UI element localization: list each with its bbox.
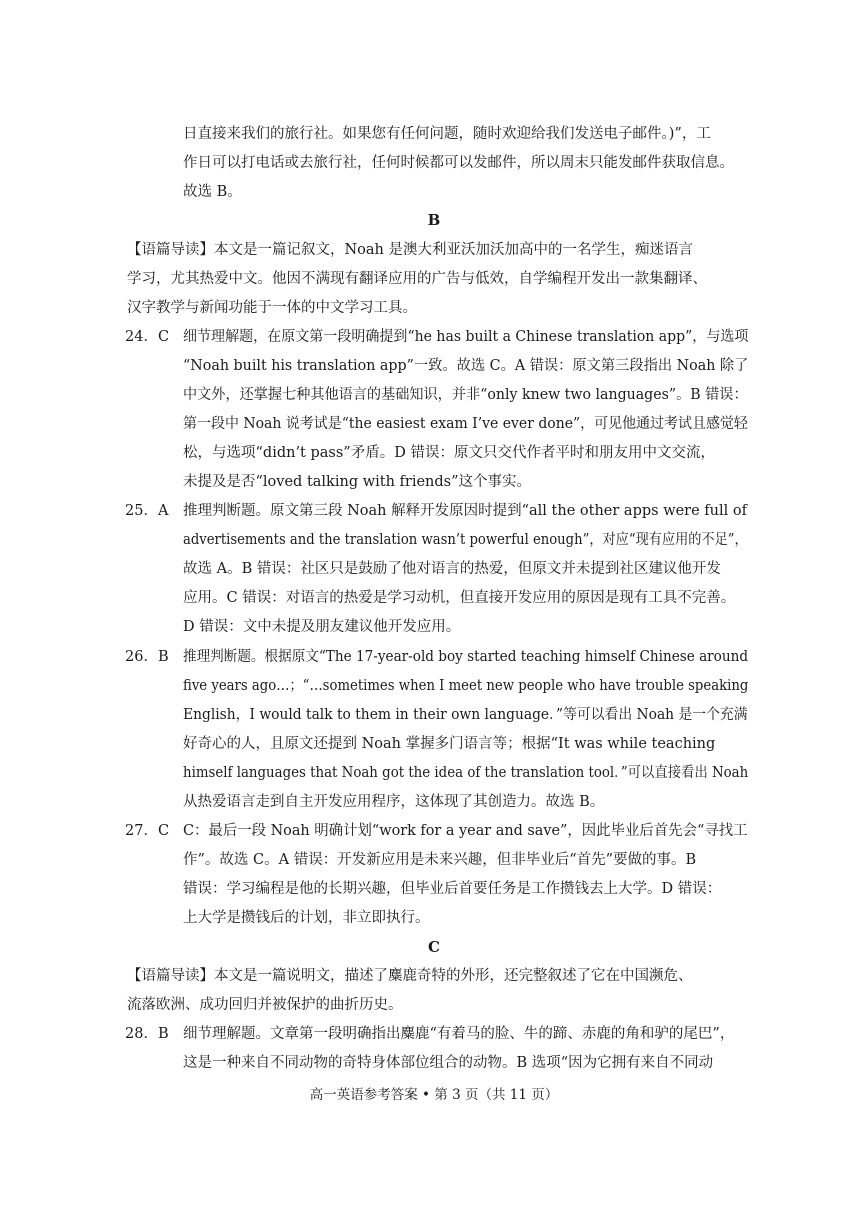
answer-label: 28．B (125, 1026, 169, 1042)
paragraph-line: 作日可以打电话或去旅行社，任何时候都可以发邮件，所以周末只能发邮件获取信息。 (183, 155, 734, 171)
answer-label: 25．A (125, 503, 169, 519)
answer-line: 应用。C 错误：对语言的热爱是学习动机，但直接开发应用的原因是现有工具不完善。 (183, 590, 736, 606)
answer-label: 27．C (125, 823, 170, 839)
answer-line: 中文外，还掌握七种其他语言的基础知识，并非“only knew two languages”。B 错误： (183, 387, 748, 403)
answer-line: 好奇心的人，且原文还提到 Noah 掌握多门语言等；根据“It was while teaching (183, 736, 716, 752)
answer-line: 未提及是否“loved talking with friends”这个事实。 (183, 474, 532, 490)
guide-line: 【语篇导读】本文是一篇记叙文，Noah 是澳大利亚沃加沃加高中的一名学生，痴迷语言 (127, 242, 694, 258)
answer-line: 推理判断题。原文第三段 Noah 解释开发原因时提到“all the other apps were full of (183, 503, 747, 519)
answer-line: C：最后一段 Noah 明确计划“work for a year and save”，因此毕业后首先会“寻找工 (183, 823, 748, 839)
answer-label: 26．B (125, 649, 169, 665)
answer-line: 故选 A。B 错误：社区只是鼓励了他对语言的热爱，但原文并未提到社区建议他开发 (183, 561, 721, 577)
guide-line: 汉字教学与新闻功能于一体的中文学习工具。 (127, 300, 417, 316)
answer-line: “Noah built his translation app”一致。故选 C。A 错误：原文第三段指出 Noah 除了 (183, 358, 749, 374)
answer-line: 推理判断题。根据原文“The 17-year-old boy started teaching himself Chinese around (183, 649, 749, 665)
section-heading-b: B (427, 211, 441, 229)
section-heading-c: C (428, 938, 440, 956)
paragraph-line: 故选 B。 (183, 184, 242, 200)
answer-label: 24．C (125, 329, 170, 345)
answer-line: D 错误：文中未提及朋友建议他开发应用。 (183, 619, 461, 635)
answer-line: 这是一种来自不同动物的奇特身体部位组合的动物。B 选项“因为它拥有来自不同动 (183, 1055, 714, 1071)
answer-line: advertisements and the translation wasn’t powerful enough”，对应“现有应用的不足”， (183, 532, 748, 548)
answer-line: 错误：学习编程是他的长期兴趣，但毕业后首要任务是工作攒钱去上大学。D 错误： (183, 881, 722, 897)
guide-line: 学习，尤其热爱中文。他因不满现有翻译应用的广告与低效，自学编程开发出一款集翻译、 (127, 271, 707, 287)
answer-line: 细节理解题。文章第一段明确指出麋鹿“有着马的脸、牛的蹄、赤鹿的角和驴的尾巴”， (183, 1026, 735, 1042)
guide-line: 【语篇导读】本文是一篇说明文，描述了麋鹿奇特的外形，还完整叙述了它在中国濒危、 (127, 968, 693, 984)
page-footer: 高一英语参考答案 • 第 3 页（共 11 页） (309, 1087, 559, 1103)
paragraph-line: 日直接来我们的旅行社。如果您有任何问题，随时欢迎给我们发送电子邮件。)”，工 (183, 126, 711, 142)
answer-line: 从热爱语言走到自主开发应用程序，这体现了其创造力。故选 B。 (183, 794, 605, 810)
answer-line: 上大学是攒钱后的计划，非立即执行。 (183, 910, 430, 926)
answer-line: English，I would talk to them in their own language．”等可以看出 Noah 是一个充满 (183, 707, 748, 723)
answer-line: himself languages that Noah got the idea of the translation tool．”可以直接看出 Noah (183, 765, 749, 781)
answer-line: 第一段中 Noah 说考试是“the easiest exam I’ve ever done”，可见他通过考试且感觉轻 (183, 416, 748, 432)
answer-line: 松，与选项“didn’t pass”矛盾。D 错误：原文只交代作者平时和朋友用中文交流， (183, 445, 715, 461)
answer-line: 细节理解题，在原文第一段明确提到“he has built a Chinese translation app”，与选项 (183, 329, 749, 345)
guide-line: 流落欧洲、成功回归并被保护的曲折历史。 (127, 997, 403, 1013)
answer-line: 作”。故选 C。A 错误：开发新应用是未来兴趣，但非毕业后“首先”要做的事。B (183, 852, 697, 868)
answer-line: five years ago…；“…sometimes when I meet new people who have trouble speaking (183, 678, 749, 694)
